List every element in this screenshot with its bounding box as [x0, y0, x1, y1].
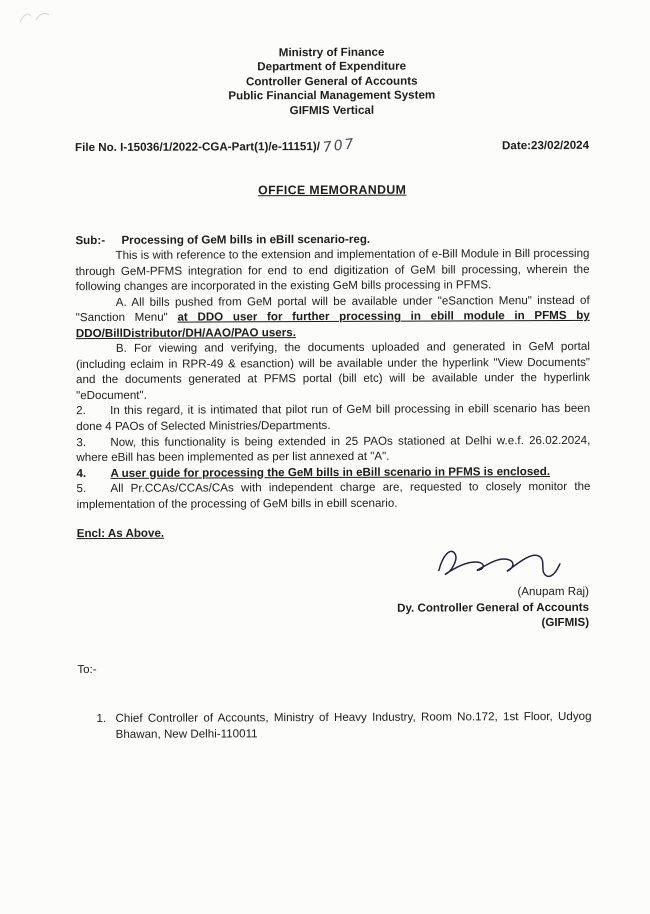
paragraph-1: This is with reference to the extension and implementation of e-Bill Module in Bill processing through GeM-PFMS integration for end to end digitization of GeM bill processing, wherein the following changes are incorporated in the existing GeM bills processing in PFMS.	[75, 247, 590, 294]
paragraph-3	[76, 432, 590, 465]
paragraph-5-text: All Pr.CCAs/CCAs/CAs with independent charge are, requested to closely monitor the implementation of the processing of GeM bills in ebill scenario.	[76, 479, 591, 511]
memo-title: OFFICE MEMORANDUM	[258, 182, 407, 198]
paragraph-4-text: A user guide for processing the GeM bills in eBill scenario in PFMS is enclosed.	[110, 464, 551, 480]
paragraph-a-emphasis: at DDO user for further processing in ebill module in PFMS by DDO/BillDistributor/DH/AAO/PAO users.	[75, 309, 590, 340]
paragraph-2-text: In this regard, it is intimated that pilot run of GeM bill processing in ebill scenario has been done 4 PAOs of Selected Ministries/Departments.	[76, 402, 591, 434]
signatory-designation: Dy. Controller General of Accounts	[397, 600, 590, 615]
paragraph-2	[76, 401, 590, 434]
paragraph-4-number: 4.	[76, 466, 87, 480]
file-number-row	[75, 136, 589, 157]
file-number-text: File No. I-15036/1/2022-CGA-Part(1)/e-11151)/	[74, 140, 320, 155]
letterhead-line-ministry: Ministry of Finance	[278, 45, 385, 60]
signature-icon	[433, 542, 563, 581]
paragraph-5-number: 5.	[76, 482, 87, 496]
letterhead-line-cga: Controller General of Accounts	[245, 74, 418, 89]
paragraph-a-text: A. All bills pushed from GeM portal will be available under "eSanction Menu" instead of "Sanction Menu"	[75, 293, 590, 325]
letterhead-line-gifmis: GIFMIS Vertical	[289, 103, 375, 118]
file-number	[75, 137, 356, 157]
letterhead	[75, 45, 589, 120]
paragraph-2-number: 2.	[76, 404, 86, 418]
addressee-item	[77, 709, 591, 742]
memo-date: Date:23/02/2024	[501, 139, 590, 153]
paragraph-b: B. For viewing and verifying, the documents uploaded and generated in GeM portal (including eclaim in RPR-49 & esanction) will be available under the hyperlink "View Documents" and the documents generated at PFMS portal (bill etc) will be available under the hyperlink "eDocument".	[75, 340, 591, 403]
signature-block	[77, 542, 591, 633]
to-label: To:-	[77, 662, 97, 676]
paragraph-5	[76, 479, 590, 512]
paragraph-3-number: 3.	[76, 435, 87, 449]
addressee-text: Chief Controller of Accounts, Ministry of Heavy Industry, Room No.172, 1st Floor, Udyog Bhawan, New Delhi-110011	[115, 710, 592, 741]
handwritten-number: 707	[321, 136, 357, 157]
addressee-number: 1.	[96, 712, 107, 726]
signatory-name: (Anupam Raj)	[517, 585, 589, 599]
paragraph-3-text: Now, this functionality is being extended in 25 PAOs stationed at Delhi w.e.f. 26.02.2024, where eBill has been implemented as per list annexed at "A".	[76, 433, 591, 465]
letterhead-line-department: Department of Expenditure	[257, 60, 407, 74]
signatory-organisation: (GIFMIS)	[541, 616, 590, 630]
enclosure-line: Encl: As Above.	[76, 526, 165, 541]
paragraph-a	[76, 293, 590, 342]
letterhead-line-pfms: Public Financial Management System	[228, 88, 436, 103]
subject-text: Processing of GeM bills in eBill scenario-reg.	[121, 232, 371, 247]
subject-label: Sub:-	[75, 233, 106, 247]
